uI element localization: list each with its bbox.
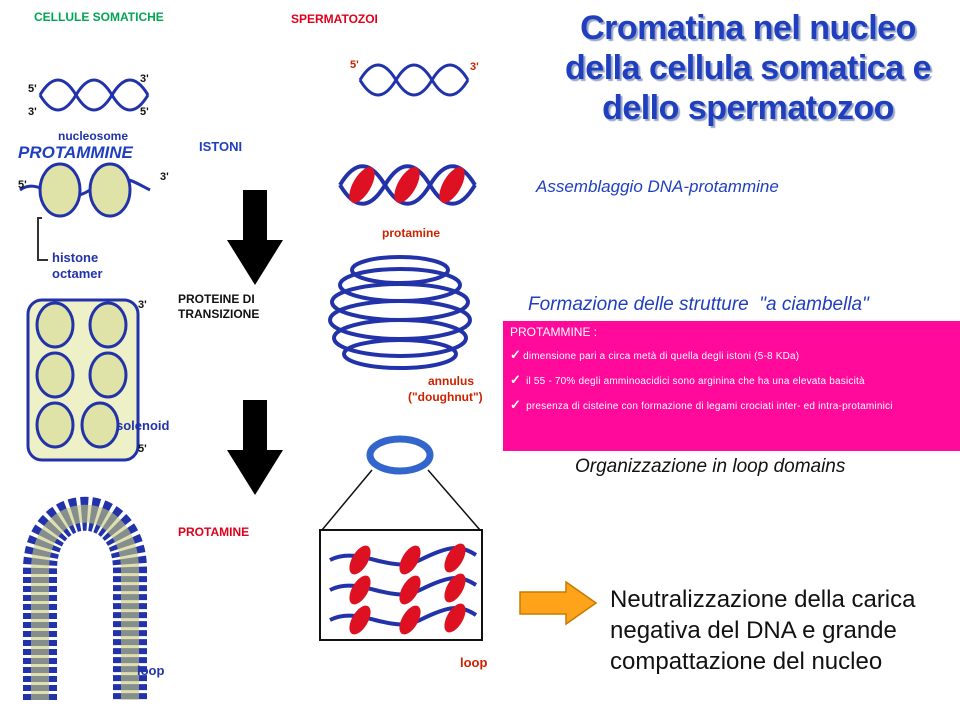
sperm-helix-three-prime: 3'	[470, 61, 479, 73]
protamine-info-box	[503, 321, 960, 451]
solenoid-five-prime: 5'	[138, 443, 147, 455]
protamine-helix	[340, 163, 475, 207]
label-somatic-cells: CELLULE SOMATICHE	[34, 10, 164, 24]
label-protamines-top: PROTAMMINE	[18, 143, 133, 162]
annulus-label: annulus	[428, 374, 475, 388]
label-histones: ISTONI	[199, 139, 243, 154]
assembly-subtitle: Assemblaggio DNA-protammine	[536, 177, 779, 196]
protamine-bullet-1: ✓ dimensione pari a circa metà di quella degli istoni (5-8 KDa)	[510, 347, 800, 362]
chromatin-loop	[40, 514, 130, 700]
nucleosome-label: nucleosome	[58, 129, 129, 143]
loop-left-label: loop	[137, 663, 165, 678]
annulus-doughnut	[330, 257, 470, 368]
histone-label-2: octamer	[52, 266, 103, 281]
nucleosome-beads	[20, 164, 150, 216]
beads-three-prime: 3'	[160, 171, 169, 183]
somatic-helix-three-prime: 3'	[140, 73, 149, 85]
orange-right-arrow	[518, 580, 598, 626]
protamine-box-heading: PROTAMMINE :	[510, 325, 598, 339]
protamine-bullet-2: ✓ il 55 - 70% degli amminoacidici sono arginina che ha una elevata basicità	[510, 372, 865, 387]
sperm-helix-five-prime: 5'	[350, 59, 359, 71]
doughnut-label: ("doughnut")	[408, 390, 483, 404]
small-annulus	[370, 439, 430, 471]
sperm-dna-helix	[360, 65, 468, 95]
beads-five-prime: 5'	[18, 179, 27, 191]
label-protamine-bottom: PROTAMINE	[178, 525, 250, 539]
loop-domains-text: Organizzazione in loop domains	[575, 456, 846, 477]
somatic-helix-five-prime-2: 5'	[140, 106, 149, 118]
loop-right-label: loop	[460, 655, 488, 670]
somatic-helix-three-prime-2: 3'	[28, 106, 37, 118]
protamine-label: protamine	[382, 226, 441, 240]
conclusion-text: Neutralizzazione della carica negativa del DNA e grande compattazione del nucleo	[610, 586, 916, 675]
checkmark-icon: ✓	[510, 347, 522, 362]
checkmark-icon: ✓	[510, 397, 522, 412]
sperm-chromatin-figure	[300, 40, 510, 700]
checkmark-icon: ✓	[510, 372, 522, 387]
solenoid-fiber	[28, 300, 138, 460]
label-sperm: SPERMATOZOI	[291, 12, 378, 26]
down-arrow-1	[225, 190, 285, 290]
page-title: Cromatina nel nucleo della cellula somatica e dello spermatozoo	[565, 9, 931, 127]
solenoid-three-prime: 3'	[138, 299, 147, 311]
solenoid-label: solenoid	[116, 418, 170, 433]
histone-label-1: histone	[52, 250, 99, 265]
somatic-chromatin-figure	[0, 40, 180, 717]
somatic-helix-five-prime: 5'	[28, 83, 37, 95]
somatic-dna-helix	[40, 80, 148, 110]
down-arrow-2	[225, 400, 285, 500]
protamine-bullet-3: ✓ presenza di cisteine con formazione di legami crociati inter- ed intra-protaminici	[510, 397, 893, 412]
formation-subtitle: Formazione delle strutture "a ciambella"	[528, 294, 869, 315]
label-transition-proteins: PROTEINE DI TRANSIZIONE	[178, 292, 260, 321]
